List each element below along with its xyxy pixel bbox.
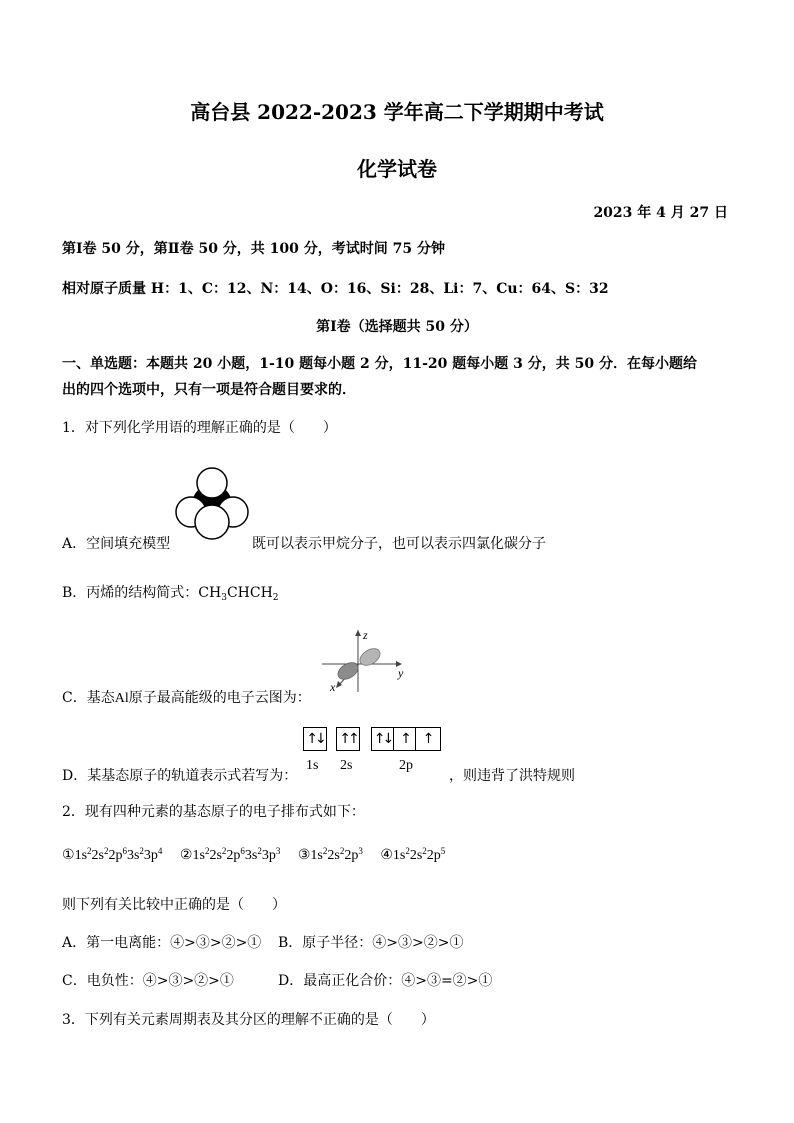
q1-option-a-suffix: 既可以表示甲烷分子，也可以表示四氯化碳分子 bbox=[252, 536, 546, 552]
electron-count: 2 bbox=[87, 846, 92, 856]
orbital-label-2p: 2p bbox=[399, 758, 413, 773]
orbital-term: 1s bbox=[74, 848, 88, 863]
config-number: ① bbox=[62, 848, 75, 863]
electron-count: 2 bbox=[204, 846, 210, 856]
space-filling-model-figure bbox=[172, 464, 254, 544]
q1-option-c-suffix: 原子最高能级的电子云图为： bbox=[128, 690, 311, 706]
q1-option-b-prefix: B．丙烯的结构简式： bbox=[62, 585, 199, 601]
electron-config-4 bbox=[380, 848, 445, 863]
q2-stem: 2．现有四种元素的基态原子的电子排布式如下： bbox=[62, 804, 365, 820]
electron-count: 3 bbox=[275, 846, 281, 856]
exam-title: 高台县 2022-2023 学年高二下学期期中考试 bbox=[190, 100, 604, 124]
electron-count: 4 bbox=[157, 846, 163, 856]
orbital-term: 3s bbox=[126, 848, 140, 863]
formula-part: CH bbox=[198, 585, 222, 601]
electron-count: 6 bbox=[122, 846, 127, 856]
formula-subscript: 3 bbox=[221, 593, 227, 603]
orbital-term: 2p bbox=[426, 848, 441, 863]
orbital-box-1s bbox=[303, 727, 327, 751]
electron-config-1 bbox=[62, 848, 162, 863]
electron-count: 2 bbox=[103, 846, 109, 856]
q2-option-d: D．最高正化合价：④>③=②>① bbox=[278, 973, 493, 989]
electron-cloud-figure bbox=[318, 628, 410, 694]
orbital-term: 2p bbox=[344, 848, 359, 863]
axis-y-label: y bbox=[398, 666, 404, 680]
orbital-cell: ↑↓ bbox=[306, 731, 324, 747]
q1-option-d-suffix: ，则违背了洪特规则 bbox=[449, 768, 575, 784]
axis-x-label: x bbox=[330, 680, 336, 694]
orbital-label-2s: 2s bbox=[340, 758, 353, 773]
q2-option-c: C．电负性：④>③>②>① bbox=[62, 973, 234, 989]
orbital-cell: ↑ bbox=[394, 728, 416, 750]
q1-option-c-prefix: C．基态 bbox=[62, 690, 115, 706]
orbital-term: 2s bbox=[327, 848, 340, 863]
electron-count: 2 bbox=[221, 846, 227, 856]
orbital-term: 2s bbox=[91, 848, 104, 863]
config-number: ③ bbox=[297, 848, 311, 863]
electron-config-row bbox=[62, 846, 445, 864]
section-heading: 第Ⅰ卷（选择题共 50 分） bbox=[316, 319, 478, 335]
section-instruction-2: 出的四个选项中，只有一项是符合题目要求的． bbox=[62, 382, 356, 398]
q1-option-d-prefix: D．某基态原子的轨道表示式若写为： bbox=[62, 768, 298, 784]
orbital-term: 1s bbox=[392, 848, 406, 863]
axis-z-label: z bbox=[363, 628, 368, 642]
electron-count: 5 bbox=[440, 846, 446, 856]
orbital-term: 2s bbox=[209, 848, 222, 863]
orbital-cell: ↑ bbox=[422, 731, 432, 747]
q1-stem: 1．对下列化学用语的理解正确的是（ ） bbox=[62, 420, 337, 436]
orbital-box-2p bbox=[371, 727, 441, 751]
q1-option-a-prefix: A．空间填充模型 bbox=[62, 536, 171, 552]
orbital-label-1s: 1s bbox=[306, 758, 319, 773]
q1-option-c bbox=[62, 687, 311, 707]
config-number: ② bbox=[179, 848, 193, 863]
orbital-box-2s bbox=[336, 727, 360, 751]
orbital-cell: ↑↓ bbox=[372, 728, 394, 750]
orbital-term: 2p bbox=[108, 848, 123, 863]
config-number: ④ bbox=[380, 848, 393, 863]
orbital-term: 1s bbox=[192, 848, 205, 863]
orbital-term: 3s bbox=[244, 848, 258, 863]
exam-info: 第Ⅰ卷 50 分，第Ⅱ卷 50 分，共 100 分，考试时间 75 分钟 bbox=[62, 241, 446, 257]
electron-count: 2 bbox=[139, 846, 144, 856]
q3-stem: 3．下列有关元素周期表及其分区的理解不正确的是（ ） bbox=[62, 1012, 435, 1028]
electron-config-3 bbox=[298, 848, 363, 863]
orbital-term: 2s bbox=[409, 848, 423, 863]
formula-subscript: 2 bbox=[272, 593, 279, 603]
electron-config-2 bbox=[180, 848, 280, 863]
electron-count: 2 bbox=[322, 846, 328, 856]
formula-part: CHCH bbox=[226, 585, 273, 601]
q2-option-b: B．原子半径：④>③>②>① bbox=[278, 935, 464, 951]
exam-date: 2023 年 4 月 27 日 bbox=[593, 205, 728, 221]
electron-count: 2 bbox=[405, 846, 410, 856]
section-instruction-1: 一、单选题：本题共 20 小题，1-10 题每小题 2 分，11-20 题每小题 3 分，共 50 分．在每小题给 bbox=[62, 356, 697, 372]
electron-count: 2 bbox=[422, 846, 427, 856]
q2-question: 则下列有关比较中正确的是（ ） bbox=[62, 897, 286, 913]
atomic-mass-line: 相对原子质量 H：1、C：12、N：14、O：16、Si：28、Li：7、Cu：64、S：32 bbox=[62, 281, 609, 297]
orbital-term: 2p bbox=[226, 848, 241, 863]
electron-count: 6 bbox=[240, 846, 245, 856]
electron-count: 2 bbox=[257, 846, 262, 856]
electron-count: 3 bbox=[358, 846, 363, 856]
orbital-cell: ↑↑ bbox=[339, 731, 357, 747]
q1-option-b bbox=[62, 582, 279, 603]
orbital-term: 3p bbox=[261, 848, 276, 863]
electron-count: 2 bbox=[339, 846, 345, 856]
q2-option-a: A．第一电离能：④>③>②>① bbox=[62, 935, 262, 951]
orbital-term: 3p bbox=[143, 848, 158, 863]
orbital-term: 1s bbox=[310, 848, 323, 863]
q1-option-c-element: Al bbox=[114, 691, 129, 706]
exam-subtitle: 化学试卷 bbox=[357, 157, 437, 181]
